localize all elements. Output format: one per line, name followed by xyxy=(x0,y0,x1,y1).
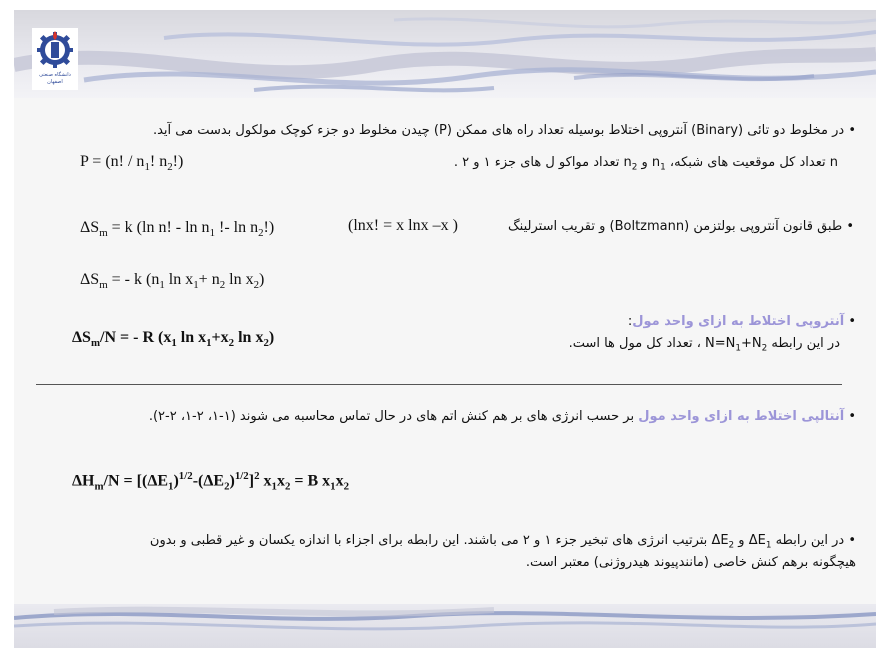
slide xyxy=(14,10,876,648)
bullet: • xyxy=(848,123,856,138)
logo-caption xyxy=(32,72,78,86)
section2-equation2: $\Delta S_m$ = - k ($n_1$ $\ln x_1+ n_2$ $\ln x_2$) xyxy=(80,271,265,292)
header-wave-decoration xyxy=(14,10,876,98)
section1-line2: n تعداد کل موقعیت های شبکه، $n_1$ و $n_2$ تعداد مواکو ل های جزء ۱ و ۲ . xyxy=(453,155,838,173)
bullet: • xyxy=(846,219,854,234)
section5-line2: هیچگونه برهم کنش خاصی (مانندپیوند هیدروژنی) معتبر است. xyxy=(525,555,856,570)
university-logo xyxy=(32,28,78,90)
divider xyxy=(36,384,842,385)
section1-text: در مخلوط دو تائی (Binary) آنتروپی اختلاط بوسیله تعداد راه های ممکن (P) چیدن مخلوط دو جزء کوچک مولکول بدست می آید. xyxy=(152,123,845,138)
bullet: • xyxy=(848,409,856,424)
section4-text: بر حسب انرژی های بر هم کنش اتم های در حال تماس محاسبه می شوند (۱-۱، ۲-۱، ۲-۲). xyxy=(148,409,639,424)
section2-line xyxy=(508,218,854,236)
header-banner xyxy=(14,10,876,98)
section3-heading-line xyxy=(628,313,856,331)
footer-wave-decoration xyxy=(14,604,876,648)
logo-caption-line1: دانشگاه صنعتی xyxy=(39,72,71,78)
footer-banner xyxy=(14,604,876,648)
bullet: • xyxy=(848,314,856,329)
section1-line1 xyxy=(153,122,856,140)
bullet: • xyxy=(848,533,856,548)
section1-equation: P = (n! / $n_1$! $n_2$!) xyxy=(80,153,184,174)
section5-text1: در این رابطه $\Delta E_1$ و $\Delta E_2$ بترتیب انرژی های تبخیر جزء ۱ و ۲ می باشند. این رابطه برای اجزاء با اندازه یکسان و غیر قطبی و بدون xyxy=(149,533,845,551)
stirling-approximation: (lnx! = x lnx –x ) xyxy=(348,217,458,234)
section2-equation1: $\Delta S_m = k$ (ln n! - $\ln n_1$ !- $\ln n_2$!) xyxy=(80,219,275,240)
logo-caption-line2: اصفهان xyxy=(47,79,63,85)
section4-heading: آنتالپی اختلاط به ازای واحد مول xyxy=(638,409,845,424)
section2-text: طبق قانون آنتروپی بولتزمن (Boltzmann) و تقریب استرلینگ xyxy=(508,219,843,234)
section3-equation: $\Delta S_m/N$ = - R ($x_1$ $\ln x_1+x_2$ $\ln x_2$) xyxy=(72,329,275,350)
section5-line1 xyxy=(150,532,856,555)
section4-equation: $\Delta H_m/N = [(\Delta E_1)^{1/2}-(\Delta E_2)^{1/2}]^2$ $x_1x_2 = B$ $x_1x_2$ xyxy=(72,470,350,493)
section3-line2: در این رابطه $N=N_1+N_2$ ، تعداد کل مول ها است. xyxy=(568,336,840,354)
section4-line xyxy=(149,408,856,426)
colon: : xyxy=(627,314,633,329)
section3-heading: آنتروپی اختلاط به ازای واحد مول xyxy=(632,314,845,329)
